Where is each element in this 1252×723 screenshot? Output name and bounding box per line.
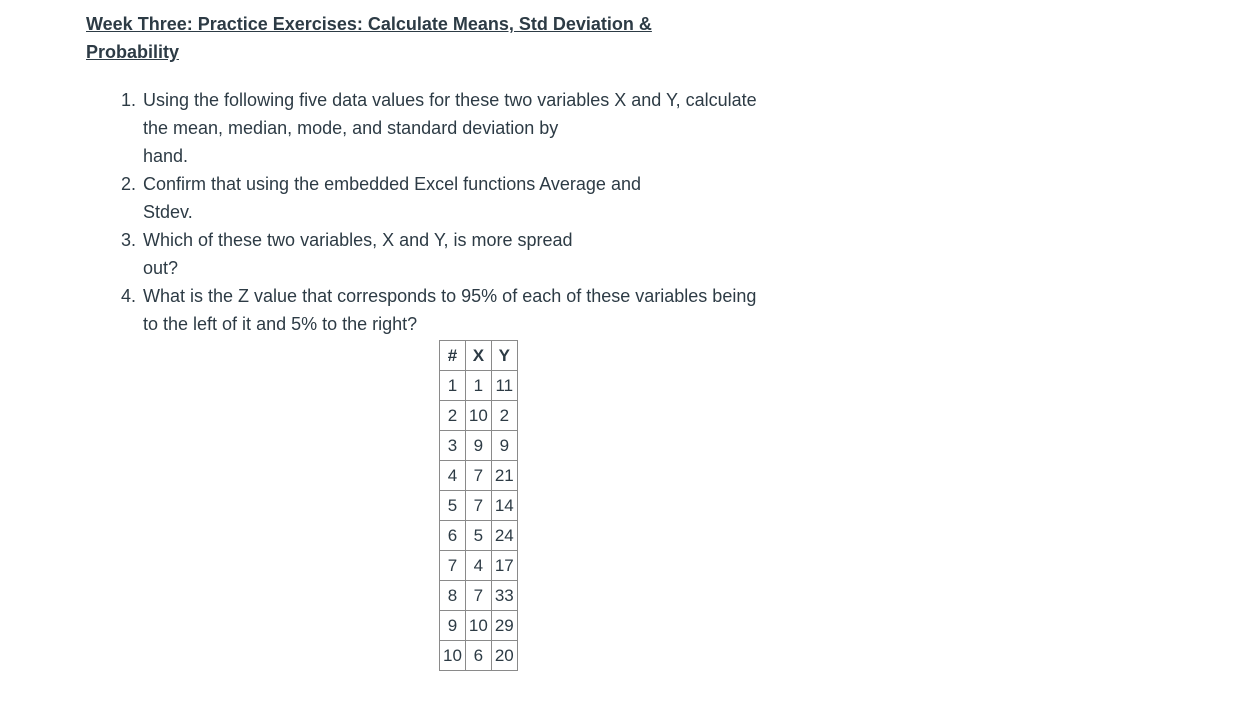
question-text-line: What is the Z value that corresponds to 95% of each of these variables being [143, 286, 757, 306]
question-number: 3. [121, 230, 137, 250]
question-text-line: Which of these two variables, X and Y, is more spread [143, 230, 573, 250]
table-row [440, 431, 518, 461]
data-table [439, 340, 518, 671]
table-cell-y: 29 [491, 611, 517, 641]
table-row [440, 611, 518, 641]
question-item-3 [86, 226, 806, 282]
table-cell-index: 8 [440, 581, 466, 611]
question-list [86, 86, 806, 338]
question-text-line: out? [143, 258, 179, 278]
table-cell-x: 4 [465, 551, 491, 581]
table-cell-x: 10 [465, 611, 491, 641]
table-row [440, 401, 518, 431]
question-text-line: Confirm that using the embedded Excel functions Average and [143, 174, 641, 194]
question-text-line: the mean, median, mode, and standard deviation by [143, 118, 559, 138]
table-cell-x: 7 [465, 461, 491, 491]
question-number: 4. [121, 286, 137, 306]
table-cell-y: 2 [491, 401, 517, 431]
column-header-y: Y [491, 341, 517, 371]
table-row [440, 581, 518, 611]
table-row [440, 461, 518, 491]
table-row [440, 521, 518, 551]
table-row [440, 551, 518, 581]
table-cell-x: 5 [465, 521, 491, 551]
question-text-line: Stdev. [143, 202, 193, 222]
table-cell-y: 14 [491, 491, 517, 521]
table-cell-index: 9 [440, 611, 466, 641]
question-item-4 [86, 282, 806, 338]
page-title [86, 10, 686, 66]
column-header-x: X [465, 341, 491, 371]
table-cell-x: 10 [465, 401, 491, 431]
table-cell-y: 24 [491, 521, 517, 551]
table-cell-index: 7 [440, 551, 466, 581]
table-cell-y: 11 [491, 371, 517, 401]
column-header-index: # [440, 341, 466, 371]
table-cell-x: 7 [465, 581, 491, 611]
page-title-line-2: Probability [86, 42, 180, 62]
table-cell-index: 3 [440, 431, 466, 461]
table-cell-x: 9 [465, 431, 491, 461]
table-row [440, 491, 518, 521]
table-row [440, 641, 518, 671]
question-text-line: Using the following five data values for these two variables X and Y, calculate [143, 90, 757, 110]
table-cell-index: 4 [440, 461, 466, 491]
table-header-row [440, 341, 518, 371]
table-row [440, 371, 518, 401]
table-cell-y: 21 [491, 461, 517, 491]
page-title-line-1: Week Three: Practice Exercises: Calculate Means, Std Deviation & [86, 14, 652, 34]
table-cell-y: 20 [491, 641, 517, 671]
table-cell-y: 33 [491, 581, 517, 611]
question-number: 1. [121, 90, 137, 110]
question-text-line: to the left of it and 5% to the right? [143, 314, 418, 334]
table-cell-index: 2 [440, 401, 466, 431]
table-cell-y: 9 [491, 431, 517, 461]
table-cell-x: 7 [465, 491, 491, 521]
table-cell-index: 10 [440, 641, 466, 671]
table-cell-x: 6 [465, 641, 491, 671]
table-cell-index: 6 [440, 521, 466, 551]
table-cell-x: 1 [465, 371, 491, 401]
table-cell-index: 5 [440, 491, 466, 521]
question-text-line: hand. [143, 146, 189, 166]
question-item-1 [86, 86, 806, 170]
question-item-2 [86, 170, 806, 226]
table-cell-index: 1 [440, 371, 466, 401]
question-number: 2. [121, 174, 137, 194]
table-cell-y: 17 [491, 551, 517, 581]
